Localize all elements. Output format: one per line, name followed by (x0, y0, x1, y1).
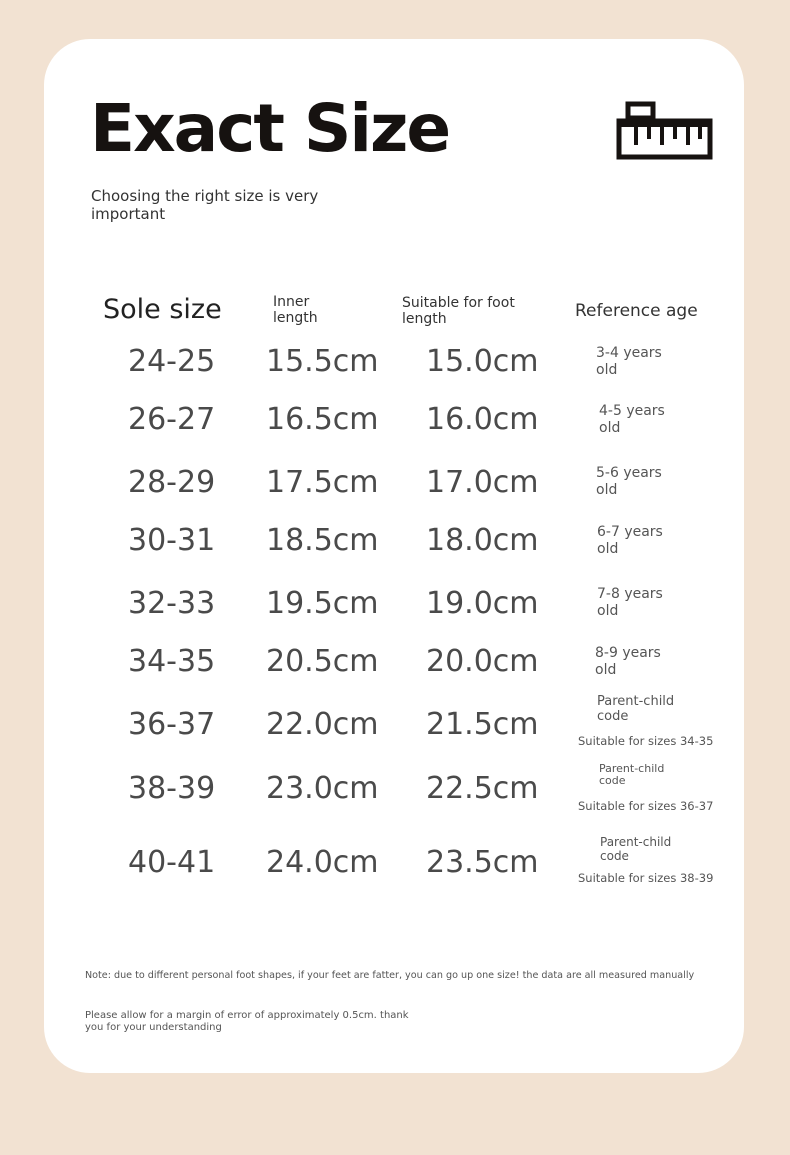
page-title: Exact Size (90, 90, 450, 167)
cell-inner-length: 24.0cm (266, 845, 379, 880)
cell-sole-size: 38-39 (128, 771, 216, 806)
cell-reference-age: 5-6 years old (596, 465, 662, 498)
cell-inner-length: 18.5cm (266, 523, 379, 558)
cell-reference-age: Parent-child code (600, 835, 672, 863)
cell-reference-age: 4-5 years old (599, 403, 665, 436)
note-foot-shape: Note: due to different personal foot shapes, if your feet are fatter, you can go up one size! the data are all measured manually (85, 970, 695, 981)
cell-foot-length: 21.5cm (426, 707, 539, 742)
cell-foot-length: 15.0cm (426, 344, 539, 379)
cell-foot-length: 22.5cm (426, 771, 539, 806)
column-header-foot-length: Suitable for foot length (402, 295, 515, 327)
cell-reference-age: 8-9 years old (595, 645, 661, 678)
column-header-inner-length: Inner length (273, 294, 318, 326)
cell-sole-size: 24-25 (128, 344, 216, 379)
cell-sole-size: 26-27 (128, 402, 216, 437)
note-margin-of-error: Please allow for a margin of error of approximately 0.5cm. thank you for your understanding (85, 1010, 409, 1033)
cell-reference-age: 3-4 years old (596, 345, 662, 378)
cell-sole-size: 30-31 (128, 523, 216, 558)
cell-foot-length: 23.5cm (426, 845, 539, 880)
cell-suitable-sizes: Suitable for sizes 34-35 (578, 734, 714, 748)
cell-foot-length: 17.0cm (426, 465, 539, 500)
cell-foot-length: 19.0cm (426, 586, 539, 621)
page-subtitle: Choosing the right size is very important (91, 187, 319, 223)
cell-sole-size: 28-29 (128, 465, 216, 500)
cell-reference-age: Parent-child code (599, 762, 665, 787)
cell-reference-age: 6-7 years old (597, 524, 663, 557)
ruler-icon (616, 101, 713, 160)
cell-foot-length: 20.0cm (426, 644, 539, 679)
column-header-reference-age: Reference age (575, 301, 698, 321)
cell-inner-length: 15.5cm (266, 344, 379, 379)
cell-inner-length: 17.5cm (266, 465, 379, 500)
cell-foot-length: 18.0cm (426, 523, 539, 558)
cell-foot-length: 16.0cm (426, 402, 539, 437)
cell-reference-age: 7-8 years old (597, 586, 663, 619)
cell-inner-length: 16.5cm (266, 402, 379, 437)
cell-sole-size: 32-33 (128, 586, 216, 621)
cell-inner-length: 22.0cm (266, 707, 379, 742)
column-header-sole-size: Sole size (103, 294, 222, 325)
cell-sole-size: 36-37 (128, 707, 216, 742)
cell-inner-length: 19.5cm (266, 586, 379, 621)
cell-reference-age: Parent-child code (597, 694, 675, 724)
cell-suitable-sizes: Suitable for sizes 38-39 (578, 871, 714, 885)
cell-sole-size: 40-41 (128, 845, 216, 880)
cell-inner-length: 23.0cm (266, 771, 379, 806)
cell-sole-size: 34-35 (128, 644, 216, 679)
cell-inner-length: 20.5cm (266, 644, 379, 679)
cell-suitable-sizes: Suitable for sizes 36-37 (578, 799, 714, 813)
